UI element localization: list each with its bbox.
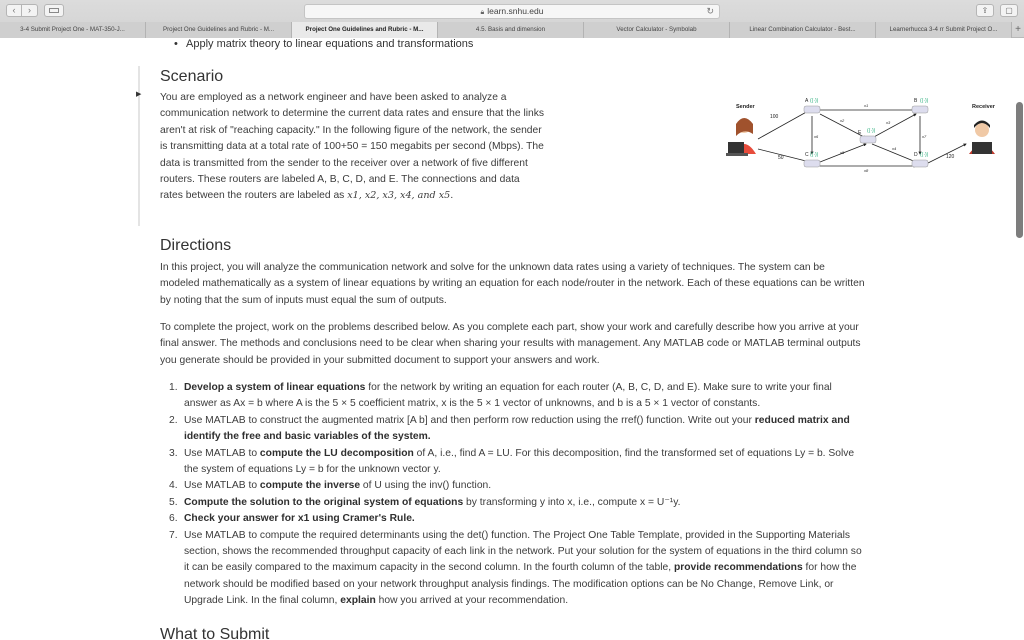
tab-label: 4.5. Basis and dimension xyxy=(475,26,546,33)
new-tab-button[interactable]: + xyxy=(1015,24,1021,35)
browser-chrome xyxy=(0,0,1024,38)
svg-text:((·)): ((·)) xyxy=(920,98,929,104)
task-text: of U using the inv() function. xyxy=(360,480,492,492)
task-item-5 xyxy=(160,495,866,511)
task-bold: explain xyxy=(340,595,376,607)
tab-1[interactable] xyxy=(0,22,146,38)
task-bold: reduced matrix and identify the free and basic variables of the system. xyxy=(184,414,850,443)
task-text: by transforming y into x, i.e., compute x = U⁻¹y. xyxy=(463,496,681,508)
task-bold: compute the inverse xyxy=(259,480,361,492)
scenario-heading: Scenario xyxy=(160,68,224,85)
receiver-person-icon xyxy=(969,121,995,155)
task-number: 5. xyxy=(169,496,178,508)
task-bold: Develop a system of linear equations xyxy=(184,382,366,393)
sender-label: Sender xyxy=(736,104,755,110)
link-label-x3: x3 xyxy=(886,120,891,125)
network-figure xyxy=(720,94,1020,224)
link-label-x5: x5 xyxy=(840,150,845,155)
back-button[interactable]: ‹ xyxy=(6,4,22,17)
scenario-vars: x1, x2, x3, x4, and x5. xyxy=(347,190,454,202)
task-number: 2. xyxy=(169,414,178,426)
tab-5[interactable] xyxy=(584,22,730,38)
router-b-label: B xyxy=(914,98,918,104)
share-button[interactable]: ⇪ xyxy=(976,4,994,17)
task-bold: provide recommendations xyxy=(673,562,803,574)
toolbar-right xyxy=(976,4,1018,17)
directions-paragraph-1: In this project, you will analyze the communication network and solve for the unknown data rates using a variety of techniques. The system can be modeled mathematically as a system of linear equations by writing an equation for each node/router in the network. Each of these equations can be written by noting that the sum of inputs must equal the sum of outputs. xyxy=(160,262,865,306)
task-item-1 xyxy=(160,380,866,413)
svg-text:((·)): ((·)) xyxy=(920,152,929,158)
scenario-body: You are employed as a network engineer and have been asked to analyze a communication network to determine the current data rates and ensure that the links aren't at risk of "reaching capacity." In the following figure of the network, the sender is transmitting data at a total rate of 100+50 = 150 megabits per second (Mbps). The data is transmitted from the sender to the receiver over a network of five different routers. These routers are labeled A, B, C, D, and E. The connections and data rates between the routers are labeled as xyxy=(160,92,545,202)
sidebar-icon xyxy=(49,8,59,13)
svg-text:((·)): ((·)) xyxy=(867,128,876,134)
svg-text:((·)): ((·)) xyxy=(810,152,819,158)
task-text: Use MATLAB to construct the augmented matrix [A b] and then perform row reduction using the rref() function. Write out your xyxy=(184,414,755,426)
scenario-text xyxy=(160,90,545,205)
url-text: learn.snhu.edu xyxy=(487,6,544,16)
link-label-x1: x1 xyxy=(864,103,869,108)
task-number: 4. xyxy=(169,480,178,492)
task-bold: compute the LU decomposition xyxy=(259,447,414,459)
tabs-overview-button[interactable]: ▢ xyxy=(1000,4,1018,17)
task-list xyxy=(160,380,866,610)
sender-person-icon xyxy=(726,118,756,156)
browser-toolbar xyxy=(0,0,1024,22)
tab-3-active[interactable] xyxy=(292,22,438,38)
task-bold: Compute the solution to the original system of equations xyxy=(184,496,464,508)
router-d-label: D xyxy=(914,152,918,158)
task-text: for how the network should be modified based on your network throughput analysis findings. The modification options can be No Change, Remove Link, or Upgrade Link. In the final column, xyxy=(184,562,857,607)
link-label-x8: x8 xyxy=(864,168,869,173)
task-item-6 xyxy=(160,511,866,527)
input-top-rate: 100 xyxy=(770,114,779,120)
tab-label: Vector Calculator - Symbolab xyxy=(616,26,697,33)
task-text: of A, i.e., find A = LU. For this decomposition, find the transformed set of equations Ly = b. Solve the system of equations Ly = b for the unknown vector y. xyxy=(184,447,855,476)
address-bar[interactable] xyxy=(304,4,720,19)
input-bottom-rate: 50 xyxy=(778,155,784,161)
router-c-label: C xyxy=(805,152,809,158)
task-item-4 xyxy=(160,478,866,494)
task-number: 1. xyxy=(169,382,178,393)
forward-button[interactable]: › xyxy=(22,4,38,17)
sidebar-toggle-button[interactable] xyxy=(44,4,64,17)
page-content xyxy=(0,38,1024,640)
link-label-x4: x4 xyxy=(892,146,897,151)
task-bold: Check your answer for x1 using Cramer's Rule. xyxy=(184,513,415,525)
svg-text:((·)): ((·)) xyxy=(810,98,819,104)
router-e-label: E xyxy=(858,130,862,136)
router-e-icon xyxy=(860,128,876,143)
receiver-label: Receiver xyxy=(972,104,995,110)
tab-label: Learnerhucca 3-4 rr Submit Project O... xyxy=(889,26,998,33)
task-item-2 xyxy=(160,413,866,446)
task-number: 3. xyxy=(169,447,178,459)
task-item-3 xyxy=(160,446,866,479)
link-label-x6: x6 xyxy=(814,134,819,139)
tab-6[interactable] xyxy=(730,22,876,38)
router-a-label: A xyxy=(805,98,809,104)
output-rate: 120 xyxy=(946,154,955,160)
task-text: Use MATLAB to compute the required determinants using the det() function. The Project One Table Template, provided in the Supporting Materials section, shows the recommended throughput capacity of each link in the network. Put your solution for the system of equations in the third column so it can be easily compared to the maximum capacity in the second column. In the fourth column of the table, xyxy=(184,529,862,574)
task-item-7 xyxy=(160,528,866,610)
collapse-arrow-icon[interactable]: ▶ xyxy=(136,91,142,98)
link-label-x7: x7 xyxy=(922,134,927,139)
tab-label: 3-4 Submit Project One - MAT-350-J... xyxy=(20,26,125,33)
router-icons xyxy=(804,98,929,167)
tab-label: Project One Guidelines and Rubric - M... xyxy=(305,26,424,33)
lock-icon: 🔒︎ xyxy=(480,9,485,16)
directions-paragraph-2: To complete the project, work on the problems described below. As you complete each part, show your work and carefully describe how you arrive at your final answer. The methods and conclusions need to be clear when sharing your results with management. Any MATLAB code or MATLAB terminal outputs you generate should be provided in your submitted document to support your answers and work. xyxy=(160,322,861,366)
task-text: Use MATLAB to xyxy=(184,480,260,492)
tab-label: Linear Combination Calculator - Best... xyxy=(749,26,856,33)
tab-2[interactable] xyxy=(146,22,292,38)
task-text: Use MATLAB to xyxy=(184,447,260,459)
what-to-submit-heading: What to Submit xyxy=(160,626,270,640)
task-text: for the network by writing an equation for each router (A, B, C, D, and E). Make sure to write your final answer as Ax = b where A is the 5 × 5 coefficient matrix, x is the 5 × 1 vector of unknowns, and b is a 5 × 1 vector of constants. xyxy=(184,382,832,410)
link-label-x2: x2 xyxy=(840,118,845,123)
tab-7[interactable] xyxy=(876,22,1012,38)
tab-bar xyxy=(0,22,1024,38)
task-number: 6. xyxy=(169,513,178,525)
directions-heading: Directions xyxy=(160,237,232,254)
tab-label: Project One Guidelines and Rubric - M... xyxy=(162,26,275,33)
task-text: how you arrived at your recommendation. xyxy=(375,595,569,607)
task-number: 7. xyxy=(169,529,178,541)
tab-4[interactable] xyxy=(438,22,584,38)
nav-buttons xyxy=(6,4,38,17)
objective-bullet: • Apply matrix theory to linear equations and transformations xyxy=(186,38,473,50)
reload-icon[interactable]: ↻ xyxy=(706,6,714,16)
